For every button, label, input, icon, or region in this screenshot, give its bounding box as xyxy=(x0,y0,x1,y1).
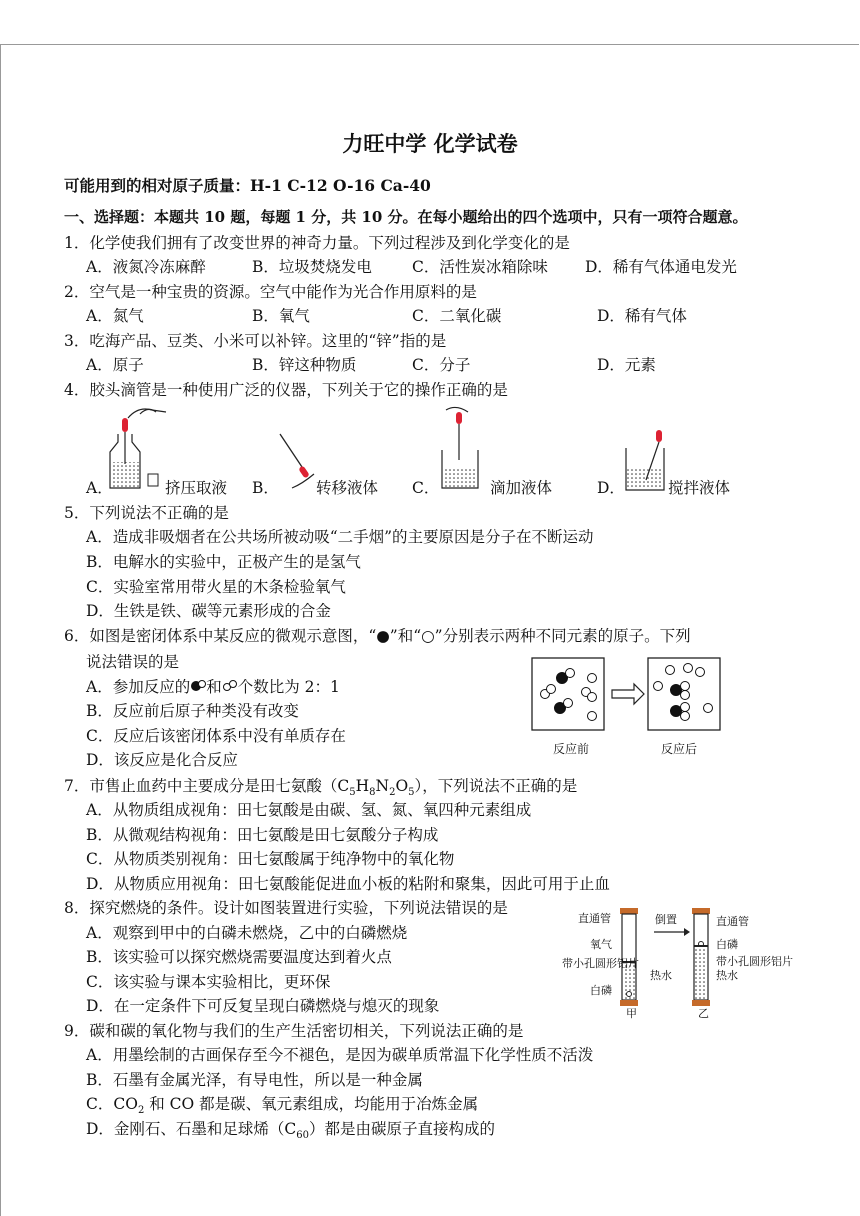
q1-option-d: D．稀有气体通电发光 xyxy=(585,258,737,276)
q5-option-a: A．造成非吸烟者在公共场所被动吸“二手烟”的主要原因是分子在不断运动 xyxy=(86,528,594,546)
q6-a-pre: A．参加反应的 xyxy=(86,678,191,696)
q8-option-d: D．在一定条件下可反复呈现白磷燃烧与熄灭的现象 xyxy=(86,997,440,1015)
q3-option-b: B．锌这种物质 xyxy=(252,356,357,374)
label-straight-tube-right: 直通管 xyxy=(716,915,749,928)
section-heading: 一、选择题：本题共 10 题，每题 1 分，共 10 分。在每小题给出的四个选项中，只有一项符合题意。 xyxy=(64,208,748,226)
q9-option-c xyxy=(86,1094,478,1121)
q7-option-b: B．从微观结构视角：田七氨酸是田七氨酸分子构成 xyxy=(86,826,439,844)
label-hot-water-left: 热水 xyxy=(650,969,672,982)
q7-option-a: A．从物质组成视角：田七氨酸是由碳、氢、氮、氧四种元素组成 xyxy=(86,801,532,819)
q7-stem-pre: 7．市售止血药中主要成分是田七氨酸（C xyxy=(64,777,350,795)
q9-option-a: A．用墨绘制的古画保存至今不褪色，是因为碳单质常温下化学性质不活泼 xyxy=(86,1046,594,1064)
question-8-stem: 8．探究燃烧的条件。设计如图装置进行实验，下列说法错误的是 xyxy=(64,899,508,917)
question-7-stem: 7．市售止血药中主要成分是田七氨酸$(C_5H_8N_2O_5)$，下列说法不正确的是 xyxy=(64,777,578,799)
q9-c-pre: C．CO xyxy=(86,1095,138,1113)
question-9-stem: 9．碳和碳的氧化物与我们的生产生活密切相关，下列说法正确的是 xyxy=(64,1022,524,1040)
question-4-stem: 4．胶头滴管是一种使用广泛的仪器，下列关于它的操作正确的是 xyxy=(64,381,508,399)
q4-option-a-letter: A． xyxy=(86,479,113,497)
q4-option-a-text: 挤压取液 xyxy=(165,479,228,497)
label-jia: 甲 xyxy=(626,1007,637,1020)
q7-option-c: C．从物质类别视角：田七氨酸属于纯净物中的氧化物 xyxy=(86,850,455,868)
q9-option-b: B．石墨有金属光泽，有导电性，所以是一种金属 xyxy=(86,1071,423,1089)
black-white-molecule-icon xyxy=(190,679,206,692)
label-plate-left: 带小孔圆形铝片 xyxy=(562,957,639,970)
q6-option-d: D．该反应是化合反应 xyxy=(86,751,238,769)
q6-option-a xyxy=(86,677,340,697)
q5-option-c: C．实验室常用带火星的木条检验氧气 xyxy=(86,578,346,596)
q4-option-d-letter: D． xyxy=(597,479,625,497)
sub-c: 5 xyxy=(349,787,356,799)
label-hot-water-right: 热水 xyxy=(716,969,738,982)
q4-option-c-text: 滴加液体 xyxy=(490,479,553,497)
invert-arrow xyxy=(652,926,692,938)
q9-c-post: 和 CO 都是碳、氧元素组成，均能用于冶炼金属 xyxy=(144,1095,479,1113)
q2-option-c: C．二氧化碳 xyxy=(412,307,502,325)
q6-option-b: B．反应前后原子种类没有改变 xyxy=(86,702,299,720)
dropper-add-figure xyxy=(436,404,486,494)
white-white-molecule-icon xyxy=(222,679,238,692)
q1-option-a: A．液氮冷冻麻醉 xyxy=(86,258,206,276)
question-5-stem: 5．下列说法不正确的是 xyxy=(64,504,229,522)
q5-option-d: D．生铁是铁、碳等元素形成的合金 xyxy=(86,602,331,620)
atomic-mass-line: 可能用到的相对原子质量：H-1 C-12 O-16 Ca-40 xyxy=(64,176,431,195)
sub-o: 5 xyxy=(408,787,415,799)
q6-a-mid: 和 xyxy=(206,678,222,696)
question-1-stem: 1．化学使我们拥有了改变世界的神奇力量。下列过程涉及到化学变化的是 xyxy=(64,234,570,252)
label-invert: 倒置 xyxy=(655,913,677,926)
q3-option-c: C．分子 xyxy=(412,356,471,374)
q1-option-c: C．活性炭冰箱除味 xyxy=(412,258,548,276)
q6-option-c: C．反应后该密闭体系中没有单质存在 xyxy=(86,727,346,745)
q4-option-c-letter: C． xyxy=(412,479,440,497)
label-oxygen: 氧气 xyxy=(590,938,612,951)
label-plate-right: 带小孔圆形铝片 xyxy=(716,955,793,968)
question-6-stem-cont: 说法错误的是 xyxy=(86,653,180,671)
q4-option-b-letter: B． xyxy=(252,479,279,497)
q4-option-d-text: 搅拌液体 xyxy=(668,479,731,497)
dropper-stir-figure xyxy=(622,428,672,494)
label-phosphorus-left: 白磷 xyxy=(590,984,612,997)
q4-option-b-text: 转移液体 xyxy=(316,479,379,497)
q9-option-d xyxy=(86,1119,495,1146)
label-straight-tube-left: 直通管 xyxy=(578,912,611,925)
top-margin xyxy=(0,0,860,44)
q9-c-sub: 2 xyxy=(137,1105,145,1117)
q9-d-pre: D．金刚石、石墨和足球烯（C xyxy=(86,1120,297,1138)
q2-option-a: A．氮气 xyxy=(86,307,144,325)
caption-before: 反应前 xyxy=(553,742,590,756)
q8-option-a: A．观察到甲中的白磷未燃烧，乙中的白磷燃烧 xyxy=(86,924,408,942)
sub-h: 8 xyxy=(369,787,376,799)
q7-option-d: D．从物质应用视角：田七氨酸能促进血小板的粘附和聚集，因此可用于止血 xyxy=(86,875,610,893)
label-yi: 乙 xyxy=(698,1007,709,1020)
question-6-stem: 6．如图是密闭体系中某反应的微观示意图，“●”和“○”分别表示两种不同元素的原子。下列 xyxy=(64,627,691,645)
q9-d-post: ）都是由碳原子直接构成的 xyxy=(309,1120,496,1138)
q9-d-sub: 60 xyxy=(296,1130,310,1142)
page-title: 力旺中学 化学试卷 xyxy=(342,132,518,156)
label-phosphorus-right: 白磷 xyxy=(716,938,738,951)
caption-after: 反应后 xyxy=(661,742,698,756)
reaction-micro-diagram xyxy=(530,656,730,734)
q7-stem-post: ），下列说法不正确的是 xyxy=(414,777,578,795)
q3-option-a: A．原子 xyxy=(86,356,144,374)
sub-n: 2 xyxy=(389,787,396,799)
q6-a-post: 个数比为 2：1 xyxy=(237,678,340,696)
q1-option-b: B．垃圾焚烧发电 xyxy=(252,258,372,276)
q8-option-c: C．该实验与课本实验相比，更环保 xyxy=(86,973,331,991)
q2-option-d: D．稀有气体 xyxy=(597,307,687,325)
question-3-stem: 3．吃海产品、豆类、小米可以补锌。这里的“锌”指的是 xyxy=(64,332,447,350)
q8-option-b: B．该实验可以探究燃烧需要温度达到着火点 xyxy=(86,948,392,966)
q2-option-b: B．氧气 xyxy=(252,307,310,325)
question-2-stem: 2．空气是一种宝贵的资源。空气中能作为光合作用原料的是 xyxy=(64,283,477,301)
q5-option-b: B．电解水的实验中，正极产生的是氢气 xyxy=(86,553,361,571)
q3-option-d: D．元素 xyxy=(597,356,656,374)
